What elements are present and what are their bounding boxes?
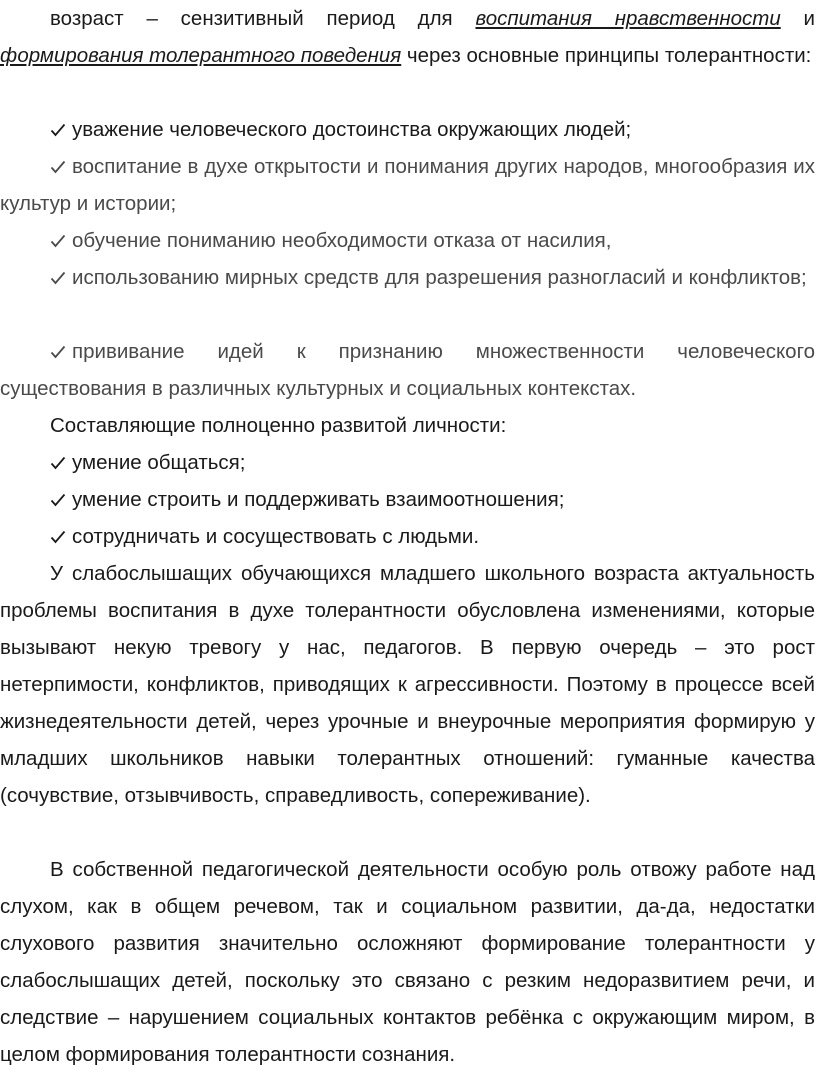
component-text: умение строить и поддерживать взаимоотношения; — [72, 488, 565, 511]
intro-text-end: через основные принципы толерантности: — [401, 44, 812, 67]
principle-text: использованию мирных средств для разрешения разногласий и конфликтов; — [72, 266, 807, 289]
principle-item — [0, 333, 815, 407]
component-item — [0, 444, 815, 481]
emphasis-upbringing-morality: воспитания нравственности — [475, 7, 781, 30]
emphasis-tolerant-behavior: формирования толерантного поведения — [0, 44, 402, 67]
principle-text: воспитание в духе открытости и понимания других народов, многообразия их культур и истории; — [0, 155, 815, 215]
checkmark-icon — [50, 111, 72, 148]
checkmark-icon — [50, 333, 72, 370]
body-paragraph-pedagogical-work: В собственной педагогической деятельности особую роль отвожу работе над слухом, как в общем речевом, так и социальном развитии, да-да, недостатки слухового развития значительно осложняют формирование толерантности у слабослышащих детей, поскольку это связано с резким недоразвитием речи, и следствие – нарушением социальных контактов ребёнка с окружающим миром, в целом формирования толерантности сознания. — [0, 858, 815, 1066]
component-text: умение общаться; — [72, 451, 246, 474]
principle-text: обучение пониманию необходимости отказа от насилия, — [72, 229, 612, 252]
intro-text-start: возраст – сензитивный период для — [50, 7, 476, 30]
checkmark-icon — [50, 444, 72, 481]
intro-text-mid: и — [780, 7, 815, 30]
component-item — [0, 481, 815, 518]
checkmark-icon — [50, 518, 72, 555]
component-text: сотрудничать и сосуществовать с людьми. — [72, 525, 480, 548]
intro-paragraph — [0, 0, 815, 74]
principle-item — [0, 222, 815, 259]
checkmark-icon — [50, 259, 72, 296]
components-heading: Составляющие полноценно развитой личности: — [50, 414, 507, 437]
principle-item — [0, 111, 815, 148]
component-item — [0, 518, 815, 555]
principle-text: прививание идей к признанию множественности человеческого существования в различных культурных и социальных контекстах. — [0, 340, 815, 400]
checkmark-icon — [50, 481, 72, 518]
principle-item — [0, 259, 815, 296]
checkmark-icon — [50, 222, 72, 259]
principle-text: уважение человеческого достоинства окружающих людей; — [72, 118, 632, 141]
checkmark-icon — [50, 148, 72, 185]
body-paragraph-hearing-impaired: У слабослышащих обучающихся младшего школьного возраста актуальность проблемы воспитания в духе толерантности обусловлена изменениями, которые вызывают некую тревогу у нас, педагогов. В первую очередь – это рост нетерпимости, конфликтов, приводящих к агрессивности. Поэтому в процессе всей жизнедеятельности детей, через урочные и внеурочные мероприятия формирую у младших школьников навыки толерантных отношений: гуманные качества (сочувствие, отзывчивость, справедливость, сопереживание). — [0, 562, 815, 807]
principle-item — [0, 148, 815, 222]
